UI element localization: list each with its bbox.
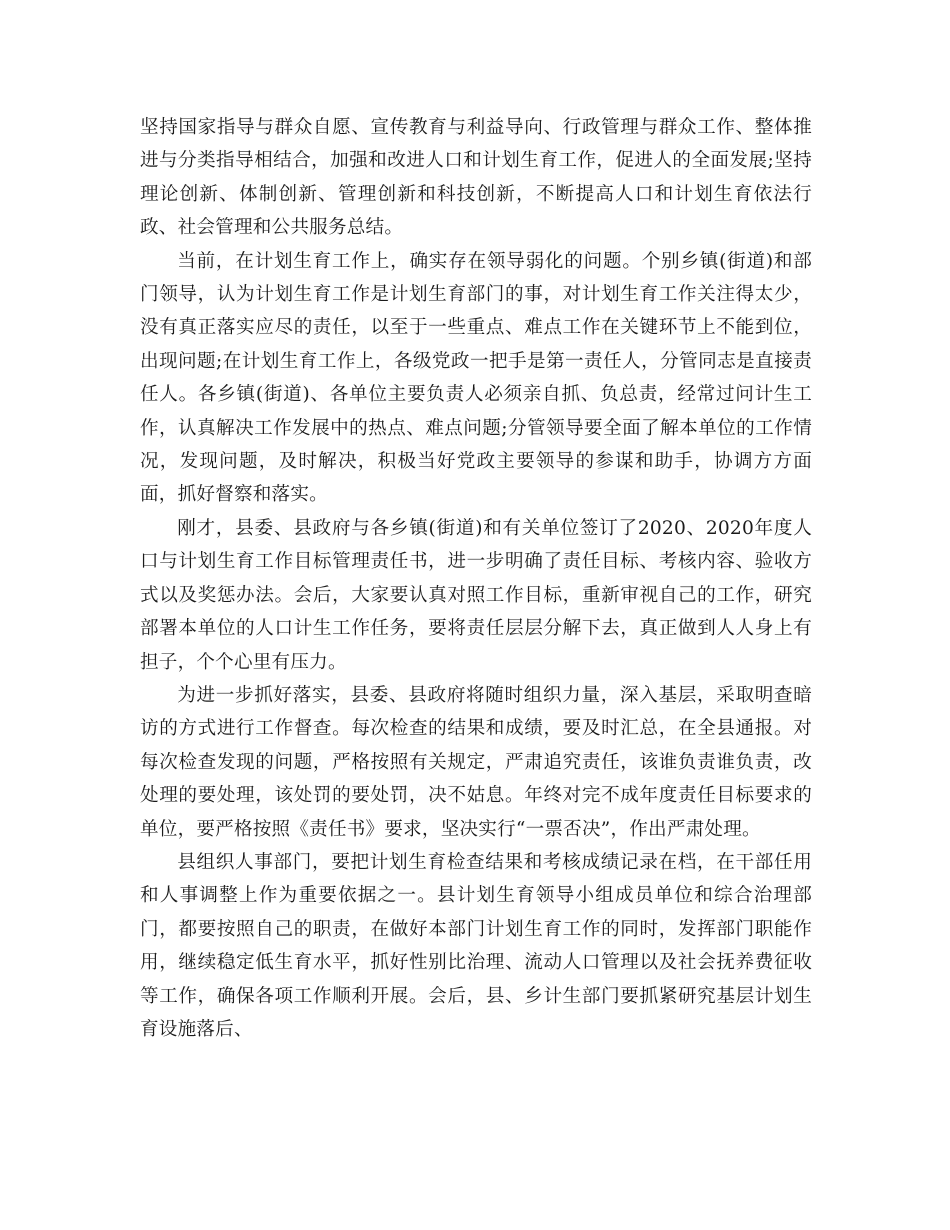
paragraph-4: 为进一步抓好落实，县委、县政府将随时组织力量，深入基层，采取明查暗访的方式进行工作督查。每次检查的结果和成绩，要及时汇总，在全县通报。对每次检查发现的问题，严格按照有关规定，严肃追究责任，该谁负责谁负责，改处理的要处理，该处罚的要处罚，决不姑息。年终对完不成年度责任目标要求的单位，要严格按照《责任书》要求，坚决实行“一票否决”，作出严肃处理。 — [140, 684, 812, 840]
paragraph-1: 坚持国家指导与群众自愿、宣传教育与利益导向、行政管理与群众工作、整体推进与分类指导相结合，加强和改进人口和计划生育工作，促进人的全面发展;坚持理论创新、体制创新、管理创新和科技创新，不断提高人口和计划生育依法行政、社会管理和公共服务总结。 — [140, 117, 812, 239]
paragraph-3: 刚才，县委、县政府与各乡镇(街道)和有关单位签订了2020、2020年度人口与计划生育工作目标管理责任书，进一步明确了责任目标、考核内容、验收方式以及奖惩办法。会后，大家要认真对照工作目标，重新审视自己的工作，研究部署本单位的人口计生工作任务，要将责任层层分解下去，真正做到人人身上有担子，个个心里有压力。 — [140, 517, 812, 673]
paragraph-2: 当前，在计划生育工作上，确实存在领导弱化的问题。个别乡镇(街道)和部门领导，认为计划生育工作是计划生育部门的事，对计划生育工作关注得太少，没有真正落实应尽的责任，以至于一些重点、难点工作在关键环节上不能到位，出现问题;在计划生育工作上，各级党政一把手是第一责任人，分管同志是直接责任人。各乡镇(街道)、各单位主要负责人必须亲自抓、负总责，经常过问计生工作，认真解决工作发展中的热点、难点问题;分管领导要全面了解本单位的工作情况，发现问题，及时解决，积极当好党政主要领导的参谋和助手，协调方方面面，抓好督察和落实。 — [140, 250, 812, 506]
paragraph-5: 县组织人事部门，要把计划生育检查结果和考核成绩记录在档，在干部任用和人事调整上作为重要依据之一。县计划生育领导小组成员单位和综合治理部门，都要按照自己的职责，在做好本部门计划生育工作的同时，发挥部门职能作用，继续稳定低生育水平，抓好性别比治理、流动人口管理以及社会抚养费征收等工作，确保各项工作顺利开展。会后，县、乡计生部门要抓紧研究基层计划生育设施落后、 — [140, 851, 812, 1040]
document-body — [140, 111, 812, 1046]
